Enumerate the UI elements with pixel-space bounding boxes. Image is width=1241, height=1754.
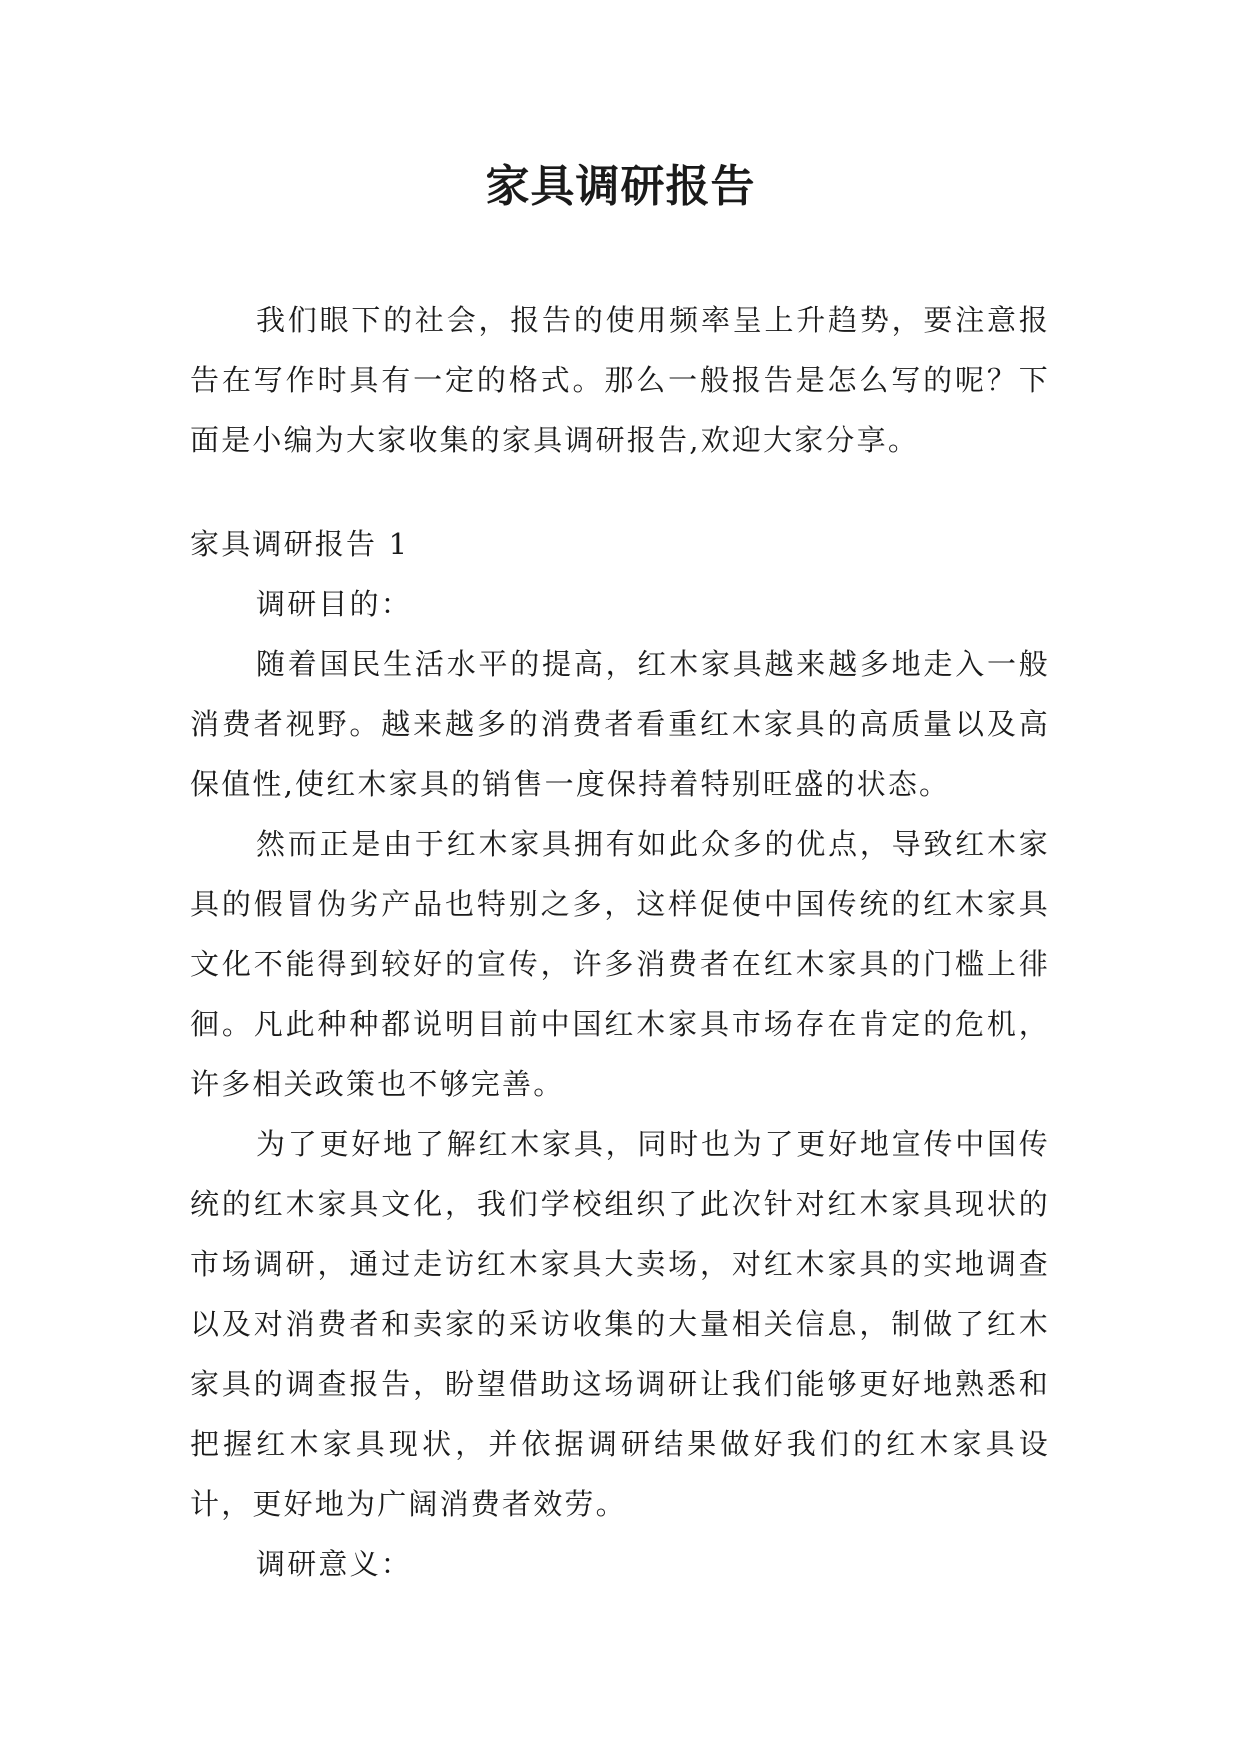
section-heading: 家具调研报告 1 (190, 527, 410, 561)
document-title: 家具调研报告 (485, 161, 756, 212)
document-body (190, 290, 1050, 1594)
body-paragraph: 为了更好地了解红木家具，同时也为了更好地宣传中国传统的红木家具文化，我们学校组织了此次针对红木家具现状的市场调研，通过走访红木家具大卖场，对红木家具的实地调查以及对消费者和卖家的采访收集的大量相关信息，制做了红木家具的调查报告，盼望借助这场调研让我们能够更好地熟悉和把握红木家具现状，并依据调研结果做好我们的红木家具设计，更好地为广阔消费者效劳。 (190, 1127, 1050, 1521)
body-paragraph: 随着国民生活水平的提高，红木家具越来越多地走入一般消费者视野。越来越多的消费者看重红木家具的高质量以及高保值性,使红木家具的销售一度保持着特别旺盛的状态。 (190, 647, 1050, 801)
intro-paragraph: 我们眼下的社会，报告的使用频率呈上升趋势，要注意报告在写作时具有一定的格式。那么一般报告是怎么写的呢？下面是小编为大家收集的家具调研报告,欢迎大家分享。 (190, 303, 1050, 457)
significance-label: 调研意义： (256, 1547, 413, 1581)
body-paragraph: 然而正是由于红木家具拥有如此众多的优点，导致红木家具的假冒伪劣产品也特别之多，这样促使中国传统的红木家具文化不能得到较好的宣传，许多消费者在红木家具的门槛上徘徊。凡此种种都说明目前中国红木家具市场存在肯定的危机，许多相关政策也不够完善。 (190, 827, 1050, 1101)
purpose-label: 调研目的： (256, 587, 413, 621)
